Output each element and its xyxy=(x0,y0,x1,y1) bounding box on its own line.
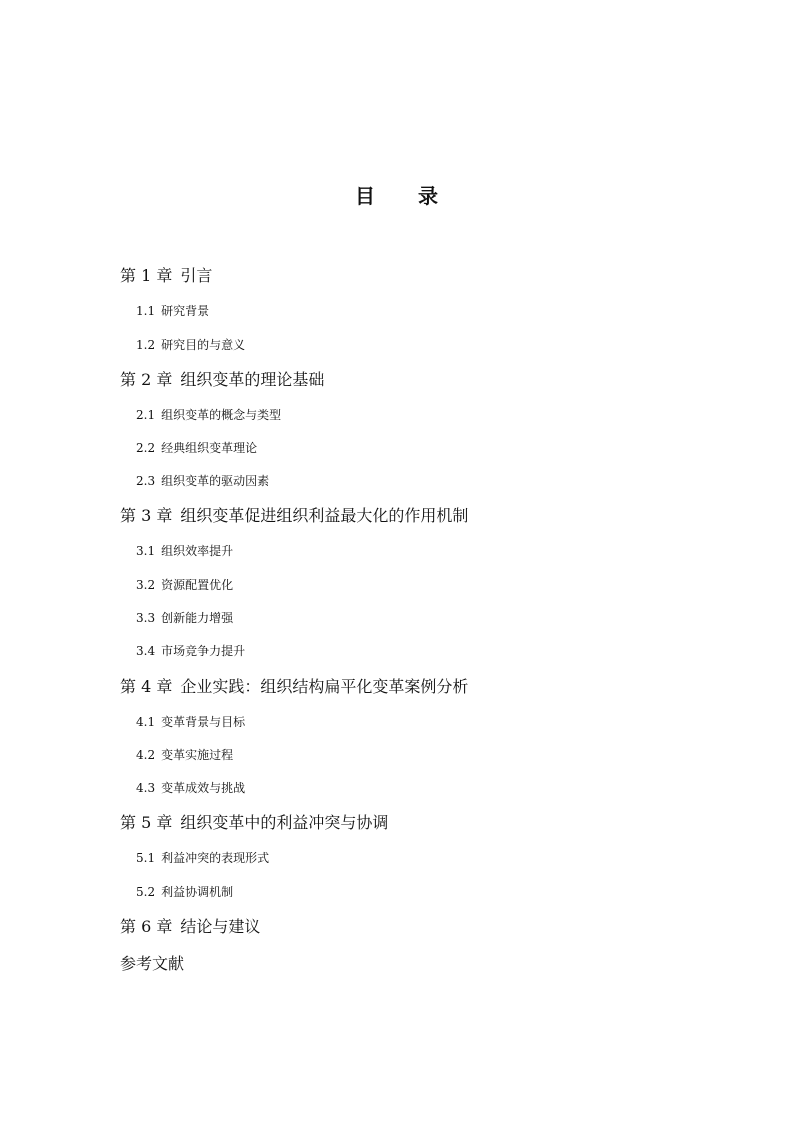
toc-entry-number: 3.3 xyxy=(136,611,156,625)
toc-entry-number: 4.1 xyxy=(136,715,156,729)
toc-entry-text: 利益协调机制 xyxy=(161,885,234,899)
toc-entry-number: 1.1 xyxy=(136,304,156,318)
toc-entry-section-2-3[interactable] xyxy=(136,475,269,487)
toc-entry-number: 第 3 章 xyxy=(120,506,173,525)
toc-entry-section-2-1[interactable] xyxy=(136,409,281,421)
toc-entry-text: 市场竞争力提升 xyxy=(161,644,246,658)
toc-entry-number: 1.2 xyxy=(136,338,156,352)
toc-entry-number: 第 4 章 xyxy=(120,677,173,696)
toc-entry-text: 变革背景与目标 xyxy=(161,715,246,729)
toc-entry-chapter-4[interactable] xyxy=(120,679,468,695)
toc-entry-text: 参考文献 xyxy=(120,954,185,973)
toc-entry-text: 研究目的与意义 xyxy=(161,338,246,352)
toc-entry-text: 利益冲突的表现形式 xyxy=(161,851,270,865)
toc-entry-number: 4.2 xyxy=(136,748,156,762)
toc-title: 目 录 xyxy=(355,184,456,208)
toc-entry-text: 创新能力增强 xyxy=(161,611,234,625)
toc-entry-number: 5.2 xyxy=(136,885,156,899)
toc-entry-number: 2.2 xyxy=(136,441,156,455)
toc-entry-text: 资源配置优化 xyxy=(161,578,234,592)
toc-entry-section-3-1[interactable] xyxy=(136,545,233,557)
toc-entry-text: 企业实践：组织结构扁平化变革案例分析 xyxy=(180,677,469,696)
toc-entry-section-1-2[interactable] xyxy=(136,339,245,351)
toc-entry-chapter-2[interactable] xyxy=(120,372,324,388)
toc-entry-number: 5.1 xyxy=(136,851,156,865)
toc-entry-text: 变革成效与挑战 xyxy=(161,781,246,795)
toc-entry-text: 组织效率提升 xyxy=(161,544,234,558)
toc-entry-section-4-1[interactable] xyxy=(136,716,245,728)
toc-entry-text: 组织变革的概念与类型 xyxy=(161,408,282,422)
toc-entry-number: 第 1 章 xyxy=(120,266,173,285)
toc-entry-text: 结论与建议 xyxy=(180,917,261,936)
toc-entry-section-3-4[interactable] xyxy=(136,645,245,657)
toc-entry-number: 3.2 xyxy=(136,578,156,592)
toc-entry-section-4-2[interactable] xyxy=(136,749,233,761)
toc-entry-chapter-1[interactable] xyxy=(120,268,212,284)
toc-entry-number: 2.1 xyxy=(136,408,156,422)
toc-entry-section-2-2[interactable] xyxy=(136,442,257,454)
toc-entry-section-3-2[interactable] xyxy=(136,579,233,591)
toc-entry-chapter-5[interactable] xyxy=(120,815,388,831)
toc-entry-number: 3.1 xyxy=(136,544,156,558)
toc-entry-section-4-3[interactable] xyxy=(136,782,245,794)
toc-entry-section-5-2[interactable] xyxy=(136,886,233,898)
toc-entry-number: 2.3 xyxy=(136,474,156,488)
toc-entry-section-1-1[interactable] xyxy=(136,305,209,317)
toc-entry-chapter-6[interactable] xyxy=(120,919,260,935)
toc-entry-number: 第 6 章 xyxy=(120,917,173,936)
toc-entry-text: 引言 xyxy=(180,266,213,285)
toc-entry-chapter-3[interactable] xyxy=(120,508,468,524)
toc-entry-number: 3.4 xyxy=(136,644,156,658)
toc-entry-references[interactable] xyxy=(120,956,184,972)
toc-entry-section-5-1[interactable] xyxy=(136,852,269,864)
toc-entry-text: 经典组织变革理论 xyxy=(161,441,258,455)
toc-entry-text: 组织变革中的利益冲突与协调 xyxy=(180,813,389,832)
toc-entry-text: 组织变革的理论基础 xyxy=(180,370,325,389)
toc-entry-number: 第 2 章 xyxy=(120,370,173,389)
toc-entry-number: 4.3 xyxy=(136,781,156,795)
toc-entry-number: 第 5 章 xyxy=(120,813,173,832)
toc-entry-text: 变革实施过程 xyxy=(161,748,234,762)
toc-entry-text: 组织变革的驱动因素 xyxy=(161,474,270,488)
toc-entry-text: 组织变革促进组织利益最大化的作用机制 xyxy=(180,506,469,525)
toc-entry-text: 研究背景 xyxy=(161,304,210,318)
toc-entry-section-3-3[interactable] xyxy=(136,612,233,624)
